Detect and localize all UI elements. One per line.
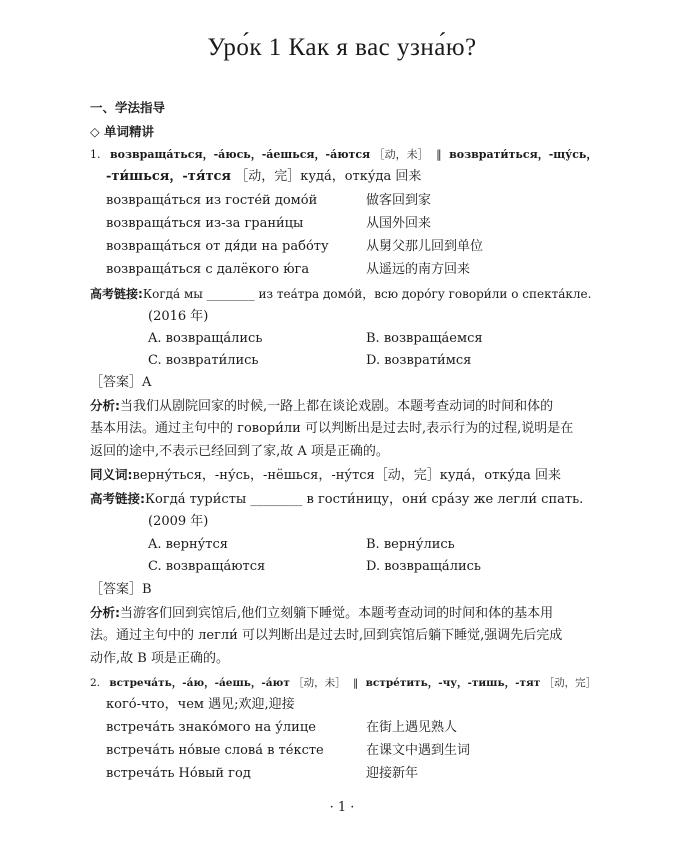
example-ru: возвраща́ться из госте́й домо́й (106, 193, 318, 208)
analysis-line-2: 基本用法。通过主句中的 говори́ли 可以判断出是过去时,表示行为的过程,说明是在 (90, 421, 574, 436)
exam-year: (2009 年) (148, 514, 209, 529)
exam-link-label: 高考链接: (90, 491, 145, 506)
grammar-note: ［动，完］куда́，отку́да 回来 (235, 169, 422, 184)
analysis-line-1 (90, 605, 553, 622)
entry-number: 1. (90, 148, 101, 161)
lesson-title: Уро́к 1 Как я вас узна́ю? (207, 34, 477, 61)
example-zh: 从舅父那儿回到单位 (366, 239, 484, 254)
headword-perfective: возврати́ться，-щу́сь， (449, 148, 598, 161)
synonym-line (90, 467, 561, 484)
example-zh: 迎接新年 (366, 766, 419, 781)
synonym-label: 同义词: (90, 467, 133, 482)
answer: ［答案］A (90, 375, 152, 390)
exam-question-text: Когда́ тури́сты ________ в гости́ницу，они́ сра́зу же легли́ спать. (145, 492, 584, 507)
exam-link-label: 高考链接: (90, 287, 143, 301)
example-ru: встреча́ть знако́мого на у́лице (106, 720, 316, 735)
section-heading: 一、学法指导 (90, 100, 166, 115)
synonym-text: верну́ться，-ну́сь，-нёшься，-ну́тся［动，完］куда́，отку́да 回来 (132, 468, 561, 483)
exam-question-text: Когда́ мы ________ из теа́тра домо́й，всю доро́гу говори́ли о спекта́кле. (142, 287, 592, 301)
grammar-note: ［动，未］ (373, 148, 429, 161)
example-ru: возвраща́ться от дя́ди на рабо́ту (106, 239, 329, 254)
example-ru: возвраща́ться с далёкого ю́га (106, 262, 310, 277)
option-c: C. возвраща́ются (148, 559, 266, 574)
headword-imperfective: возвраща́ться，-а́юсь，-а́ешься，-а́ются (110, 148, 371, 161)
option-d: D. возврати́мся (366, 353, 472, 368)
analysis-line-1 (90, 398, 553, 415)
headword-perfective: встре́тить，-чу，-тишь，-тят (365, 677, 541, 689)
separator: ‖ (353, 677, 359, 689)
option-a: A. возвраща́лись (148, 331, 263, 346)
option-b: B. верну́лись (366, 537, 455, 552)
analysis-text: 当游客们回到宾馆后,他们立刻躺下睡觉。本题考查动词的时间和体的基本用 (120, 606, 554, 621)
entry-number: 2. (90, 677, 101, 689)
word-entry-2-line-1 (90, 675, 596, 691)
exam-link-1 (90, 286, 591, 302)
exam-link-2 (90, 491, 583, 508)
grammar-note: ［动，完］ (543, 677, 597, 689)
analysis-label: 分析: (90, 398, 120, 413)
example-zh: 在街上遇见熟人 (366, 720, 458, 735)
analysis-line-3: 动作,故 B 项是正确的。 (90, 651, 229, 666)
example-ru: возвраща́ться из-за грани́цы (106, 216, 304, 231)
subsection-heading: ◇ 单词精讲 (90, 124, 154, 139)
page-number: · 1 · (329, 800, 355, 815)
example-ru: встреча́ть но́вые слова́ в те́ксте (106, 743, 324, 758)
headword-imperfective: встреча́ть，-а́ю，-а́ешь，-а́ют (109, 677, 290, 689)
option-d: D. возвраща́лись (366, 559, 481, 574)
word-entry-1-line-1 (90, 147, 597, 163)
grammar-note: ［动，未］ (293, 677, 346, 689)
analysis-line-3: 返回的途中,不表示已经回到了家,故 A 项是正确的。 (90, 444, 389, 459)
example-zh: 从国外回来 (366, 216, 432, 231)
example-zh: 做客回到家 (366, 193, 432, 208)
separator: ‖ (436, 148, 442, 161)
answer: ［答案］B (90, 582, 152, 597)
example-ru: встреча́ть Но́вый год (106, 766, 251, 781)
word-entry-1-line-2 (106, 169, 421, 185)
exam-year: (2016 年) (148, 309, 209, 324)
analysis-line-2: 法。通过主句中的 легли́ 可以判断出是过去时,回到宾馆后躺下睡觉,强调先后完成 (90, 628, 563, 643)
example-zh: 在课文中遇到生词 (366, 743, 471, 758)
headword-perfective-forms: -ти́шься，-тя́тся (106, 169, 232, 184)
word-entry-2-line-2: кого́-что，чем 遇见;欢迎,迎接 (106, 697, 295, 712)
example-zh: 从遥远的南方回来 (366, 262, 471, 277)
option-a: A. верну́тся (148, 537, 228, 552)
analysis-label: 分析: (90, 605, 120, 620)
option-b: B. возвраща́емся (366, 331, 483, 346)
option-c: C. возврати́лись (148, 353, 259, 368)
analysis-text: 当我们从剧院回家的时候,一路上都在谈论戏剧。本题考查动词的时间和体的 (120, 399, 554, 414)
